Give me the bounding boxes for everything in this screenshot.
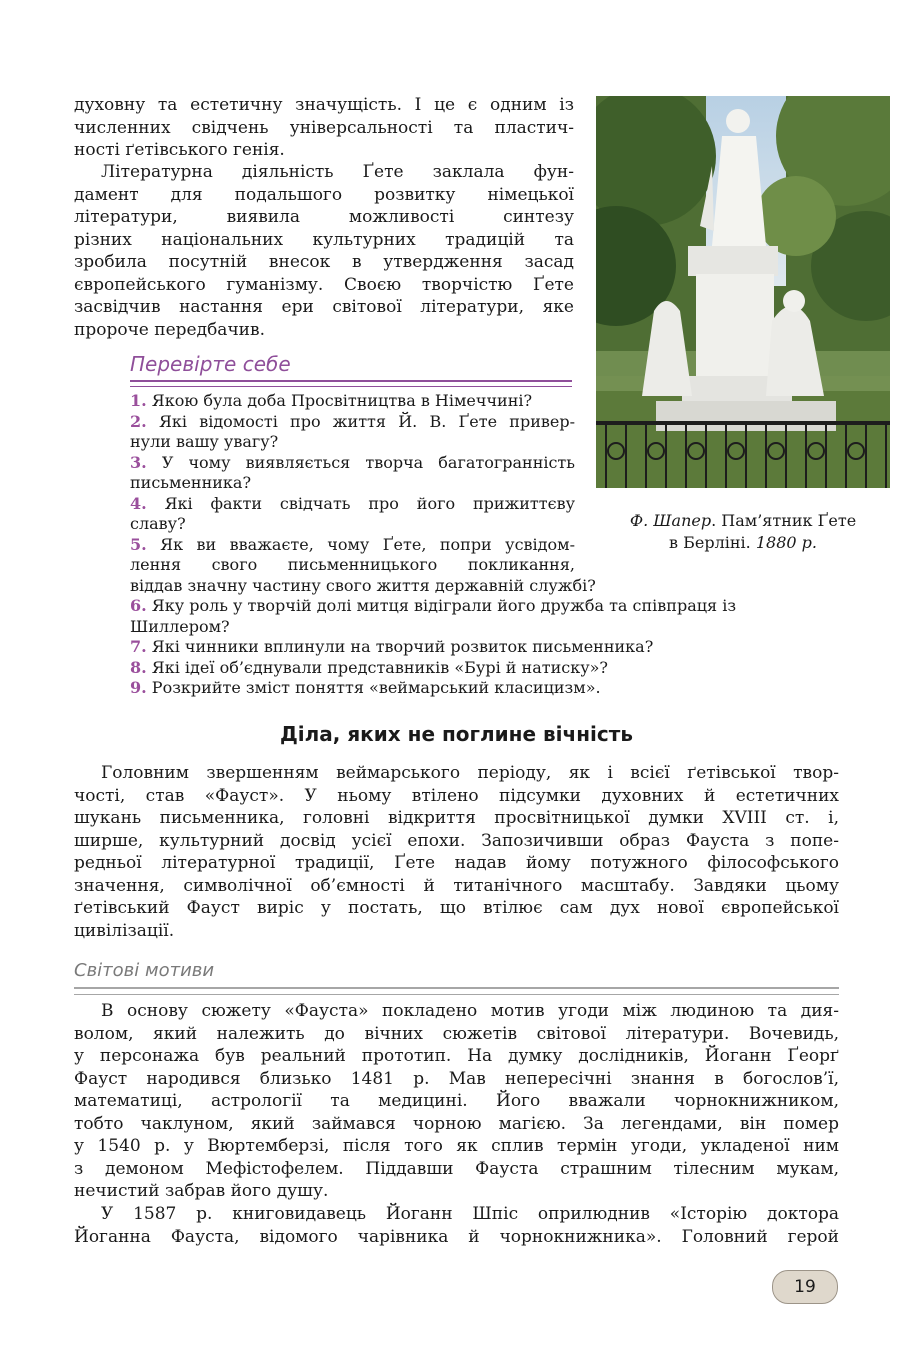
text-line: Літературна діяльність Ґете заклала фун- — [101, 162, 574, 182]
question-text: лення свого письменницького покликання, — [130, 555, 575, 574]
intro-paragraph — [74, 94, 574, 162]
text-line: В основу сюжету «Фауста» покладено мотив угоди між людиною та дия- — [101, 1001, 839, 1021]
question-text: Які ідеї об’єднували представників «Бурі й натиску»? — [151, 657, 609, 677]
question-number: 4. — [130, 493, 147, 513]
text-line: ширше, культурний досвід усієї епохи. Запозичивши образ Фауста з попе- — [74, 830, 839, 851]
text-line: духовну та естетичну значущість. І це є одним із — [74, 95, 574, 115]
text-line: У 1587 р. книговидавець Йоганн Шпіс оприлюднив «Історію доктора — [101, 1204, 839, 1224]
subsection-divider — [74, 987, 839, 995]
text-line: у персонажа був реальний прототип. На думку дослідників, Йоганн Ґеорґ — [74, 1046, 839, 1066]
question-text: славу? — [130, 514, 186, 533]
question-item — [130, 412, 840, 453]
literary-activity-paragraph — [74, 161, 574, 341]
text-line: з демоном Мефістофелем. Піддавши Фауста страшним тілесним мукам, — [74, 1158, 839, 1179]
question-text: Яку роль у творчій долі митця відіграли його дружба та співпраця із — [151, 596, 737, 615]
text-line: нечистий забрав його душу. — [74, 1181, 329, 1201]
text-line: у 1540 р. у Вюртемберзі, після того як сплив термін угоди, укладеної ним — [74, 1136, 839, 1156]
question-number: 5. — [130, 534, 147, 554]
subsection-title: Світові мотиви — [74, 960, 215, 981]
text-line: Фауст народився близько 1481 р. Мав непересічні знання в богослов’ї, — [74, 1068, 839, 1089]
text-line: математиці, астрології та медицині. Його вважали чорнокнижником, — [74, 1091, 839, 1111]
text-line: цивілізації. — [74, 920, 175, 941]
text-line: європейського гуманізму. Своєю творчістю Ґете — [74, 274, 574, 295]
motifs-paragraph — [74, 1000, 839, 1203]
question-text: віддав значну частину свого життя державній службі? — [130, 575, 596, 595]
text-line: Головним звершенням веймарського періоду, як і всієї ґетівської твор- — [101, 763, 839, 783]
text-line: численних свідчень універсальності та пластич- — [74, 117, 574, 138]
question-text: Якою була доба Просвітництва в Німеччині? — [151, 391, 533, 410]
question-list — [130, 391, 840, 699]
text-line: тобто чаклуном, який займався чорною магією. За легендами, він помер — [74, 1113, 839, 1134]
text-line: волом, який належить до вічних сюжетів світової літератури. Вочевидь, — [74, 1023, 839, 1044]
question-item — [130, 494, 840, 535]
question-text: Які факти свідчать про його прижиттєву — [164, 493, 575, 513]
question-number: 1. — [130, 391, 147, 410]
question-item — [130, 391, 840, 412]
question-number: 2. — [130, 411, 147, 431]
question-number: 7. — [130, 637, 147, 656]
text-line: літератури, виявила можливості синтезу — [74, 207, 574, 227]
faust-paragraph — [74, 762, 839, 942]
text-line: засвідчив настання ери світової літератури, яке — [74, 297, 574, 317]
question-number: 8. — [130, 657, 147, 677]
question-item — [130, 596, 840, 637]
question-item — [130, 637, 840, 658]
question-text: Розкрийте зміст поняття «веймарський класицизм». — [151, 678, 601, 697]
text-line: ґетівський Фауст виріс у постать, що втілює сам дух нової європейської — [74, 898, 839, 918]
question-item — [130, 535, 840, 597]
question-text: письменника? — [130, 473, 252, 492]
text-line: зробила посутній внесок в утвердження засад — [74, 252, 574, 272]
section-title: Діла, яких не поглине вічність — [279, 722, 634, 746]
caption-author: Ф. Шапер — [629, 511, 712, 530]
caption-line2: в Берліні. — [669, 533, 756, 552]
question-text: Як ви вважаєте, чому Ґете, попри усвідом- — [160, 534, 575, 554]
text-line: дамент для подальшого розвитку німецької — [74, 184, 574, 205]
text-line: ності ґетівського генія. — [74, 140, 285, 160]
question-text: нули вашу увагу? — [130, 432, 279, 451]
question-text: У чому виявляється творча багатогранність — [161, 452, 575, 472]
question-item — [130, 678, 840, 699]
text-line: шукань письменника, головні відкриття просвітницької думки XVIII ст. і, — [74, 808, 839, 828]
check-yourself-title: Перевірте себе — [130, 352, 291, 376]
spies-paragraph — [74, 1203, 839, 1248]
question-text: Які відомості про життя Й. В. Ґете привер- — [158, 411, 576, 431]
question-number: 9. — [130, 678, 147, 697]
text-line: Йоганна Фауста, відомого чарівника й чорнокнижника». Головний герой — [74, 1226, 839, 1247]
question-number: 6. — [130, 596, 147, 615]
text-line: пророче передбачив. — [74, 319, 265, 340]
question-text: Шиллером? — [130, 616, 230, 636]
text-line: різних національних культурних традицій та — [74, 229, 574, 250]
question-item — [130, 453, 840, 494]
question-number: 3. — [130, 452, 147, 472]
text-line: значення, символічної об’ємності й титанічного масштабу. Завдяки цьому — [74, 875, 839, 896]
caption-year: 1880 р. — [755, 533, 817, 552]
text-line: чості, став «Фауст». У ньому втілено підсумки духовних й естетичних — [74, 785, 839, 806]
caption-text: . Пам’ятник Ґете — [711, 511, 857, 530]
check-yourself-divider — [130, 380, 572, 387]
text-line: редньої літературної традиції, Ґете надав йому потужного філософського — [74, 853, 839, 873]
question-item — [130, 658, 840, 679]
question-text: Які чинники вплинули на творчий розвиток письменника? — [151, 637, 654, 656]
page-number: 19 — [772, 1270, 838, 1304]
